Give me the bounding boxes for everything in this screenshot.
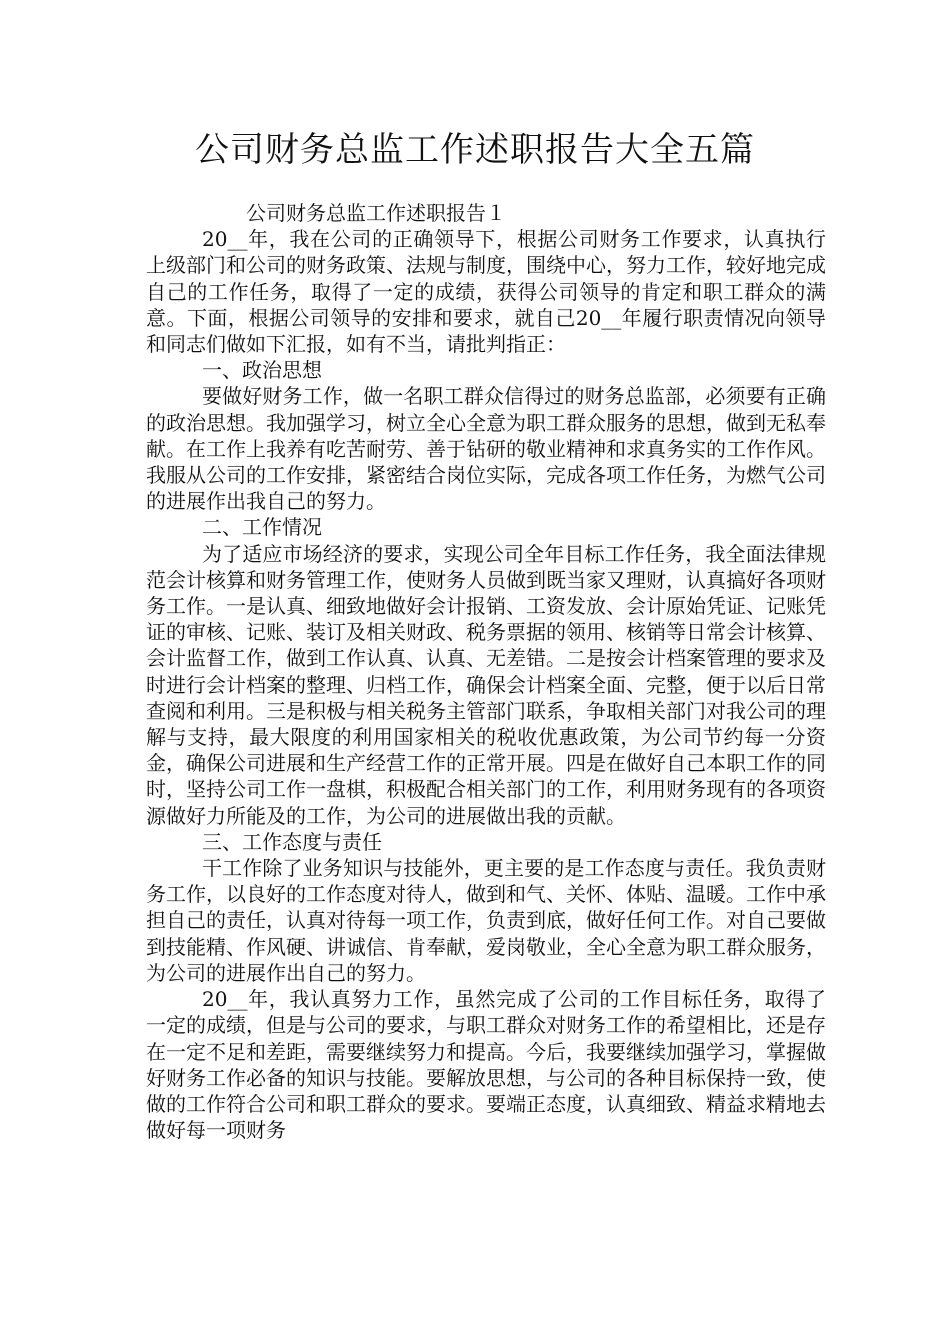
section-heading-politics: 一、政治思想 xyxy=(202,358,322,383)
report-subtitle: 公司财务总监工作述职报告１ xyxy=(246,201,506,225)
paragraph-summary: 20__年，我认真努力工作，虽然完成了公司的工作目标任务，取得了一定的成绩，但是与公司的要求，与职工群众对财务工作的希望相比，还是存在一定不足和差距，需要继续努力和提高。今后，我要继续加强学习，掌握做好财务工作必备的知识与技能。要解放思想，与公司的各种目标保持一致，使做的工作符合公司和职工群众的要求。要端正态度，认真细致、精益求精地去做好每一项财务 xyxy=(146,987,826,1143)
paragraph-work: 为了适应市场经济的要求，实现公司全年目标工作任务，我全面法律规范会计核算和财务管理工作，使财务人员做到既当家又理财，认真搞好各项财务工作。一是认真、细致地做好会计报销、工资发放、会计原始凭证、记账凭证的审核、记账、装订及相关财政、税务票据的领用、核销等日常会计核算、会计监督工作，做到工作认真、认真、无差错。二是按会计档案管理的要求及时进行会计档案的整理、归档工作，确保会计档案全面、完整，便于以后日常查阅和利用。三是积极与相关税务主管部门联系，争取相关部门对我公司的理解与支持，最大限度的利用国家相关的税收优惠政策，为公司节约每一分资金，确保公司进展和生产经营工作的正常开展。四是在做好自己本职工作的同时，坚持公司工作一盘棋，积极配合相关部门的工作，利用财务现有的各项资源做好力所能及的工作，为公司的进展做出我的贡献。 xyxy=(146,541,826,828)
paragraph-politics: 要做好财务工作，做一名职工群众信得过的财务总监部，必须要有正确的政治思想。我加强学习，树立全心全意为职工群众服务的思想，做到无私奉献。在工作上我养有吃苦耐劳、善于钻研的敬业精神和求真务实的工作作风。我服从公司的工作安排，紧密结合岗位实际，完成各项工作任务，为燃气公司的进展作出我自己的努力。 xyxy=(146,384,826,514)
section-heading-attitude: 三、工作态度与责任 xyxy=(202,829,382,854)
document-title: 公司财务总监工作述职报告大全五篇 xyxy=(195,130,755,170)
paragraph-intro: 20__年，我在公司的正确领导下，根据公司财务工作要求，认真执行上级部门和公司的财务政策、法规与制度，围绕中心，努力工作，较好地完成自己的工作任务，取得了一定的成绩，获得公司领导的肯定和职工群众的满意。下面，根据公司领导的安排和要求，就自己20__年履行职责情况向领导和同志们做如下汇报，如有不当，请批判指正： xyxy=(146,227,826,357)
paragraph-attitude: 干工作除了业务知识与技能外，更主要的是工作态度与责任。我负责财务工作，以良好的工作态度对待人，做到和气、关怀、体贴、温暖。工作中承担自己的责任，认真对待每一项工作，负责到底，做好任何工作。对自己要做到技能精、作风硬、讲诚信、肯奉献，爱岗敬业，全心全意为职工群众服务，为公司的进展作出自己的努力。 xyxy=(146,856,826,985)
document-body xyxy=(146,200,826,1143)
section-heading-work: 二、工作情况 xyxy=(202,515,322,540)
